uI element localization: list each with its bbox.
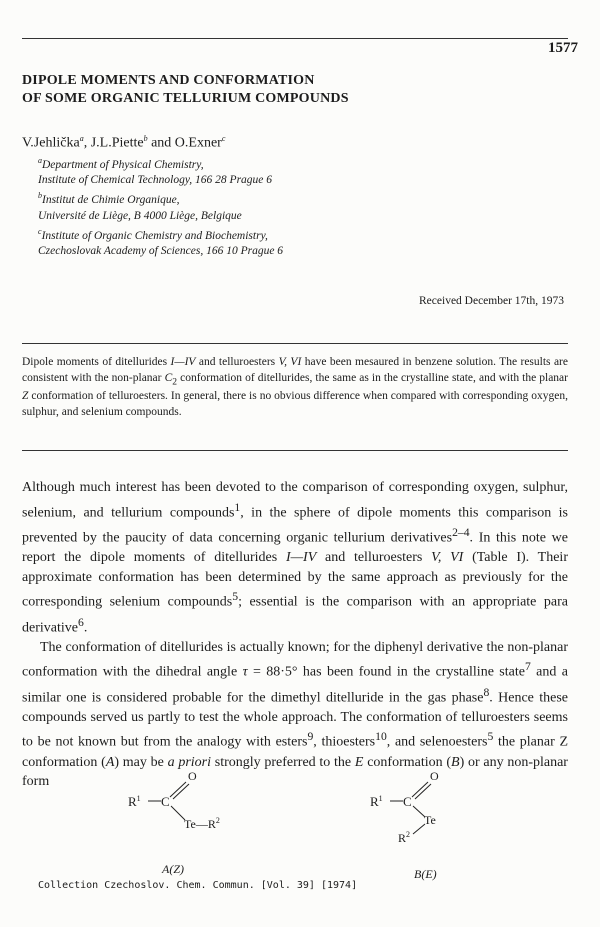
affiliation-c-line-1: $^c$Institute of Organic Chemistry and Biochemistry, bbox=[38, 226, 268, 242]
affiliation-b-line-2: Université de Liège, B 4000 Liège, Belgique bbox=[38, 209, 242, 222]
author-2-mark: b bbox=[143, 134, 148, 143]
structure-a-carbon: C bbox=[161, 794, 170, 809]
author-2: J.L.Piette bbox=[90, 135, 144, 151]
paragraph-2: The conformation of ditellurides is actually known; for the diphenyl derivative the non-planar conformation with the dihedral angle τ = 88·5° has been found in the crystalline state$^7$ and a similar one is considered probable for the dimethyl ditelluride in the gas phase$^8$. Hence these compounds served us partly to test the whole approach. The conformation of telluroesters seems to be not known but from the analogy with esters$^9$, thioesters$^{10}$, and selenoesters$^5$ the planar Z conformation (A) may be a priori strongly preferred to the E conformation (B) or any non-planar form bbox=[22, 639, 569, 790]
page-number: 1577 bbox=[548, 40, 578, 56]
title-line-1: DIPOLE MOMENTS AND CONFORMATION bbox=[22, 73, 315, 88]
structure-a-label: A(Z) bbox=[162, 862, 184, 876]
author-3-mark: c bbox=[221, 134, 226, 143]
structure-a-z bbox=[128, 770, 278, 880]
title-line-2: OF SOME ORGANIC TELLURIUM COMPOUNDS bbox=[22, 91, 349, 106]
structure-a-oxygen: O bbox=[188, 770, 197, 783]
abstract-top-rule bbox=[22, 343, 568, 344]
affiliations bbox=[38, 153, 283, 259]
structure-b-r1: $R^1$ bbox=[370, 794, 383, 809]
received-date: Received December 17th, 1973 bbox=[419, 295, 564, 307]
affiliation-a-line-1: $^a$Department of Physical Chemistry, bbox=[38, 156, 204, 171]
structure-b-carbon: C bbox=[403, 794, 412, 809]
structure-b-te: Te bbox=[424, 813, 436, 827]
paper-title bbox=[22, 72, 349, 108]
affiliation-b-line-1: $^b$Institut de Chimie Organique, bbox=[38, 191, 180, 207]
affiliation-a-line-2: Institute of Chemical Technology, 166 28 Prague 6 bbox=[38, 174, 273, 187]
header-rule bbox=[22, 38, 568, 39]
author-list bbox=[22, 134, 225, 152]
author-1: V.Jehlička bbox=[22, 135, 80, 151]
abstract-bottom-rule bbox=[22, 450, 568, 451]
paragraph-1: Although much interest has been devoted to the comparison of corresponding oxygen, sulphur, selenium, and tellurium compounds$^1$, in the sphere of dipole moments this comparison is prevented by the paucity of data concerning organic tellurium derivatives$^{2-4}$. In this note we report the dipole moments of ditellurides I—IV and telluroesters V, VI (Table I). Their approximate conformation has been determined by the same approach as previously for the corresponding selenium compounds$^5$; essential is the comparison with an appropriate para derivative$^6$. bbox=[22, 480, 569, 636]
body-text bbox=[22, 478, 568, 792]
structure-b-label: B(E) bbox=[414, 867, 437, 881]
structure-b-oxygen: O bbox=[430, 770, 439, 783]
structure-a-r1: $R^1$ bbox=[128, 794, 141, 809]
structure-b-e bbox=[370, 770, 490, 885]
author-separator: , bbox=[83, 135, 88, 151]
journal-footer: Collection Czechoslov. Chem. Commun. [Vol. 39] [1974] bbox=[38, 880, 358, 891]
abstract: Dipole moments of ditellurides I—IV and telluroesters V, VI have been mesaured in benzene solution. The results are consistent with the non-planar $C_2$ conformation of ditellurides, the same as in the crystalline state, and with the planar Z conformation of telluroesters. In general, there is no obvious difference when compared with corresponding oxygen, sulphur, and selenium compounds. bbox=[22, 356, 568, 418]
author-1-mark: a bbox=[79, 134, 84, 143]
structure-b-r2: $R^2$ bbox=[398, 830, 411, 845]
author-3: O.Exner bbox=[174, 135, 222, 151]
structure-a-bond-c-te bbox=[171, 806, 185, 820]
author-separator-and: and bbox=[151, 135, 172, 151]
structure-a-te-r2: $Te—R^2$ bbox=[184, 816, 220, 831]
structure-b-bond-te-r2 bbox=[413, 824, 425, 834]
affiliation-c-line-2: Czechoslovak Academy of Sciences, 166 10 Prague 6 bbox=[38, 244, 284, 257]
